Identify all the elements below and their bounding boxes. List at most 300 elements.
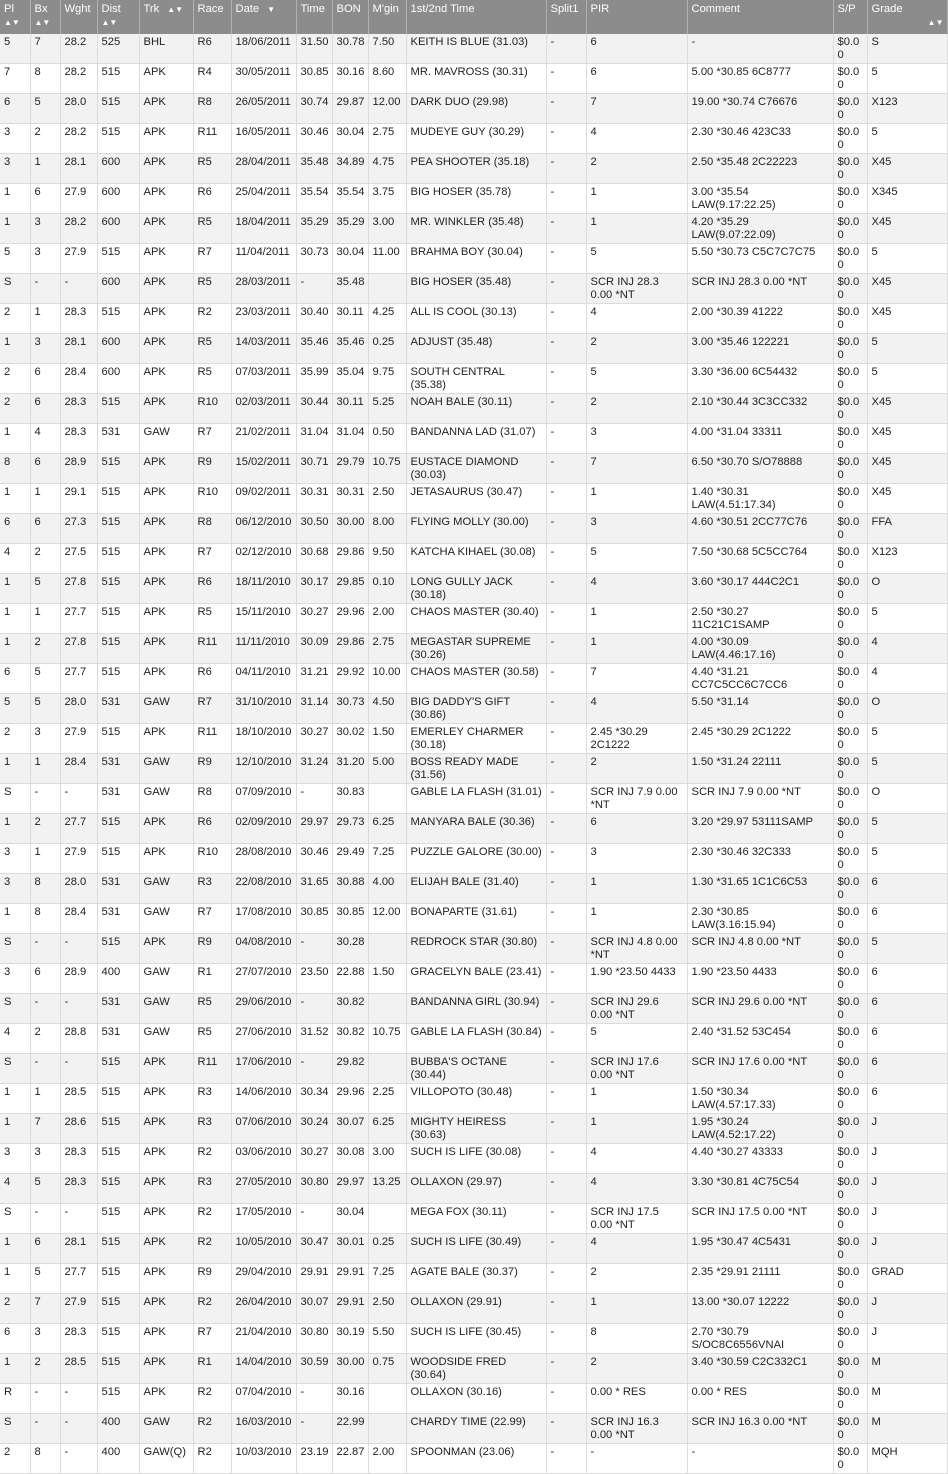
cell-comment: 3.30 *36.00 6C54432 (687, 364, 833, 394)
sort-both-icon[interactable]: ▲▼ (927, 18, 944, 27)
cell-wght: 28.3 (60, 424, 97, 454)
cell-race: R11 (193, 1054, 231, 1084)
cell-comment: - (687, 1444, 833, 1474)
cell-comment: 2.10 *30.44 3C3CC332 (687, 394, 833, 424)
cell-pir: 1 (586, 874, 687, 904)
column-header-bx[interactable]: Bx ▲▼ (30, 0, 60, 34)
sort-both-icon[interactable]: ▲▼ (167, 4, 184, 14)
cell-margin: 4.50 (368, 694, 406, 724)
cell-bx: 1 (30, 754, 60, 784)
cell-trk: APK (139, 484, 193, 514)
cell-race: R3 (193, 1084, 231, 1114)
cell-bon: 29.96 (332, 1084, 368, 1114)
cell-date: 18/04/2011 (231, 214, 296, 244)
table-row (0, 694, 947, 724)
cell-time: 31.14 (296, 694, 332, 724)
cell-trk: APK (139, 334, 193, 364)
sort-both-icon[interactable]: ▲▼ (34, 18, 51, 27)
cell-trk: APK (139, 1264, 193, 1294)
table-row (0, 124, 947, 154)
cell-race: R6 (193, 664, 231, 694)
cell-bon: 29.86 (332, 544, 368, 574)
cell-first-second-time: MEGA FOX (30.11) (406, 1204, 546, 1234)
cell-dist: 515 (97, 1384, 139, 1414)
cell-grade: O (867, 784, 947, 814)
cell-time: 30.85 (296, 904, 332, 934)
cell-pl: 1 (0, 424, 30, 454)
cell-first-second-time: GABLE LA FLASH (31.01) (406, 784, 546, 814)
cell-bx: 2 (30, 1354, 60, 1384)
cell-dist: 515 (97, 1114, 139, 1144)
cell-time: 30.74 (296, 94, 332, 124)
cell-race: R9 (193, 1264, 231, 1294)
cell-trk: APK (139, 364, 193, 394)
cell-trk: APK (139, 1324, 193, 1354)
cell-comment: 4.40 *31.21 CC7C5CC6C7CC6 (687, 664, 833, 694)
column-header-pir[interactable]: PIR (586, 0, 687, 34)
cell-pl: 1 (0, 1354, 30, 1384)
cell-wght: 28.0 (60, 694, 97, 724)
cell-race: R8 (193, 514, 231, 544)
table-row (0, 94, 947, 124)
cell-grade: 5 (867, 364, 947, 394)
table-row (0, 1144, 947, 1174)
cell-date: 15/02/2011 (231, 454, 296, 484)
column-header-trk[interactable]: Trk ▲▼ (139, 0, 193, 34)
cell-bx: 1 (30, 1084, 60, 1114)
table-row (0, 244, 947, 274)
cell-bon: 30.11 (332, 304, 368, 334)
cell-trk: APK (139, 214, 193, 244)
cell-time: - (296, 1384, 332, 1414)
cell-grade: J (867, 1294, 947, 1324)
cell-bon: 30.31 (332, 484, 368, 514)
cell-comment: 19.00 *30.74 C76676 (687, 94, 833, 124)
cell-margin: 5.25 (368, 394, 406, 424)
cell-pl: 3 (0, 154, 30, 184)
cell-grade: S (867, 34, 947, 64)
cell-split1: - (546, 424, 586, 454)
cell-date: 29/04/2010 (231, 1264, 296, 1294)
table-row (0, 1084, 947, 1114)
cell-split1: - (546, 904, 586, 934)
cell-race: R2 (193, 1444, 231, 1474)
cell-split1: - (546, 1264, 586, 1294)
cell-dist: 515 (97, 604, 139, 634)
column-header-race[interactable]: Race (193, 0, 231, 34)
cell-bon: 30.82 (332, 1024, 368, 1054)
cell-first-second-time: SUCH IS LIFE (30.49) (406, 1234, 546, 1264)
cell-comment: 4.00 *31.04 33311 (687, 424, 833, 454)
cell-race: R2 (193, 1204, 231, 1234)
cell-sp: $0.00 (833, 1294, 867, 1324)
table-row (0, 994, 947, 1024)
cell-first-second-time: GRACELYN BALE (23.41) (406, 964, 546, 994)
cell-race: R10 (193, 394, 231, 424)
cell-split1: - (546, 844, 586, 874)
cell-date: 06/12/2010 (231, 514, 296, 544)
cell-bx: 3 (30, 724, 60, 754)
cell-time: 30.71 (296, 454, 332, 484)
cell-time: 30.73 (296, 244, 332, 274)
column-header-date[interactable]: Date ▼ (231, 0, 296, 34)
cell-time: - (296, 274, 332, 304)
cell-dist: 531 (97, 904, 139, 934)
cell-first-second-time: GABLE LA FLASH (30.84) (406, 1024, 546, 1054)
cell-race: R11 (193, 634, 231, 664)
cell-trk: APK (139, 454, 193, 484)
cell-bx: - (30, 784, 60, 814)
cell-margin (368, 784, 406, 814)
column-header-margin[interactable]: M'gin (368, 0, 406, 34)
cell-bon: 30.28 (332, 934, 368, 964)
cell-dist: 531 (97, 994, 139, 1024)
cell-wght: 28.3 (60, 304, 97, 334)
cell-grade: FFA (867, 514, 947, 544)
cell-dist: 515 (97, 664, 139, 694)
cell-pir: 2 (586, 754, 687, 784)
cell-wght: 28.9 (60, 454, 97, 484)
cell-wght: 27.7 (60, 814, 97, 844)
cell-dist: 515 (97, 64, 139, 94)
cell-sp: $0.00 (833, 964, 867, 994)
cell-margin: 0.25 (368, 334, 406, 364)
cell-sp: $0.00 (833, 814, 867, 844)
column-header-wght[interactable]: Wght (60, 0, 97, 34)
sort-both-icon[interactable]: ▲▼ (4, 18, 20, 27)
cell-bx: 7 (30, 1114, 60, 1144)
cell-split1: - (546, 994, 586, 1024)
cell-margin: 2.00 (368, 1444, 406, 1474)
cell-grade: X45 (867, 394, 947, 424)
cell-dist: 515 (97, 124, 139, 154)
cell-wght: 28.3 (60, 1324, 97, 1354)
cell-bx: 1 (30, 304, 60, 334)
table-row (0, 844, 947, 874)
cell-margin: 3.00 (368, 214, 406, 244)
cell-pl: 1 (0, 214, 30, 244)
cell-comment: 4.00 *30.09 LAW(4.46:17.16) (687, 634, 833, 664)
cell-race: R7 (193, 1324, 231, 1354)
cell-grade: 5 (867, 604, 947, 634)
cell-time: 35.48 (296, 154, 332, 184)
cell-trk: APK (139, 814, 193, 844)
cell-trk: GAW (139, 874, 193, 904)
cell-comment: 4.20 *35.29 LAW(9.07:22.09) (687, 214, 833, 244)
cell-bx: 4 (30, 424, 60, 454)
table-row (0, 334, 947, 364)
cell-split1: - (546, 964, 586, 994)
cell-wght: 27.9 (60, 724, 97, 754)
cell-wght: 28.3 (60, 394, 97, 424)
cell-margin: 9.75 (368, 364, 406, 394)
cell-race: R6 (193, 574, 231, 604)
cell-bx: 1 (30, 154, 60, 184)
cell-wght: - (60, 1414, 97, 1444)
cell-time: 30.47 (296, 1234, 332, 1264)
cell-sp: $0.00 (833, 1204, 867, 1234)
cell-bx: 5 (30, 694, 60, 724)
cell-dist: 515 (97, 934, 139, 964)
cell-time: 30.46 (296, 124, 332, 154)
cell-bx: 3 (30, 1324, 60, 1354)
column-header-bon[interactable]: BON (332, 0, 368, 34)
cell-dist: 515 (97, 724, 139, 754)
table-row (0, 214, 947, 244)
cell-race: R2 (193, 1144, 231, 1174)
cell-comment: 4.40 *30.27 43333 (687, 1144, 833, 1174)
cell-race: R9 (193, 754, 231, 784)
cell-dist: 515 (97, 1174, 139, 1204)
cell-bx: 6 (30, 454, 60, 484)
cell-pl: 1 (0, 1264, 30, 1294)
table-row (0, 574, 947, 604)
column-header-sp[interactable]: S/P (833, 0, 867, 34)
column-header-grade[interactable]: Grade ▲▼ (867, 0, 947, 34)
cell-grade: GRAD (867, 1264, 947, 1294)
cell-split1: - (546, 1114, 586, 1144)
cell-pir: 2 (586, 1264, 687, 1294)
cell-pl: 4 (0, 1174, 30, 1204)
cell-bon: 30.73 (332, 694, 368, 724)
cell-sp: $0.00 (833, 1144, 867, 1174)
cell-sp: $0.00 (833, 694, 867, 724)
cell-dist: 515 (97, 1144, 139, 1174)
cell-dist: 531 (97, 754, 139, 784)
cell-comment: 1.30 *31.65 1C1C6C53 (687, 874, 833, 904)
table-row (0, 1114, 947, 1144)
cell-bon: 31.20 (332, 754, 368, 784)
cell-wght: 28.4 (60, 904, 97, 934)
table-row (0, 1054, 947, 1084)
cell-bon: 30.83 (332, 784, 368, 814)
cell-date: 09/02/2011 (231, 484, 296, 514)
cell-race: R5 (193, 994, 231, 1024)
cell-first-second-time: MR. WINKLER (35.48) (406, 214, 546, 244)
cell-first-second-time: BUBBA'S OCTANE (30.44) (406, 1054, 546, 1084)
cell-pl: 6 (0, 664, 30, 694)
cell-bx: - (30, 1054, 60, 1084)
cell-first-second-time: ALL IS COOL (30.13) (406, 304, 546, 334)
cell-split1: - (546, 604, 586, 634)
cell-dist: 515 (97, 394, 139, 424)
cell-trk: GAW (139, 1414, 193, 1444)
cell-first-second-time: EMERLEY CHARMER (30.18) (406, 724, 546, 754)
cell-split1: - (546, 154, 586, 184)
cell-trk: BHL (139, 34, 193, 64)
cell-bon: 35.04 (332, 364, 368, 394)
cell-split1: - (546, 724, 586, 754)
cell-race: R5 (193, 334, 231, 364)
cell-first-second-time: VILLOPOTO (30.48) (406, 1084, 546, 1114)
cell-split1: - (546, 1444, 586, 1474)
cell-sp: $0.00 (833, 1384, 867, 1414)
cell-bon: 30.04 (332, 1204, 368, 1234)
sort-down-icon[interactable]: ▼ (267, 4, 276, 14)
cell-date: 18/10/2010 (231, 724, 296, 754)
cell-trk: APK (139, 1054, 193, 1084)
table-header-row (0, 0, 947, 34)
sort-both-icon[interactable]: ▲▼ (101, 18, 118, 27)
cell-sp: $0.00 (833, 574, 867, 604)
cell-grade: J (867, 1324, 947, 1354)
cell-pl: 3 (0, 124, 30, 154)
cell-split1: - (546, 1144, 586, 1174)
cell-sp: $0.00 (833, 154, 867, 184)
cell-first-second-time: BANDANNA LAD (31.07) (406, 424, 546, 454)
cell-race: R2 (193, 1414, 231, 1444)
cell-date: 17/08/2010 (231, 904, 296, 934)
cell-pir: 1 (586, 484, 687, 514)
cell-race: R6 (193, 34, 231, 64)
cell-race: R11 (193, 724, 231, 754)
cell-trk: APK (139, 844, 193, 874)
cell-grade: 5 (867, 754, 947, 784)
cell-pir: SCR INJ 17.6 0.00 *NT (586, 1054, 687, 1084)
cell-first-second-time: DARK DUO (29.98) (406, 94, 546, 124)
table-row (0, 484, 947, 514)
cell-margin: 6.25 (368, 814, 406, 844)
cell-pl: 1 (0, 1234, 30, 1264)
cell-split1: - (546, 1294, 586, 1324)
cell-pir: 3 (586, 424, 687, 454)
cell-trk: APK (139, 724, 193, 754)
cell-bx: 2 (30, 124, 60, 154)
cell-bon: 29.96 (332, 604, 368, 634)
cell-grade: 4 (867, 634, 947, 664)
cell-split1: - (546, 64, 586, 94)
cell-race: R2 (193, 1234, 231, 1264)
table-row (0, 34, 947, 64)
table-row (0, 1294, 947, 1324)
cell-bx: - (30, 934, 60, 964)
cell-comment: 5.00 *30.85 6C8777 (687, 64, 833, 94)
cell-pir: 1.90 *23.50 4433 (586, 964, 687, 994)
cell-first-second-time: OLLAXON (29.91) (406, 1294, 546, 1324)
cell-first-second-time: KEITH IS BLUE (31.03) (406, 34, 546, 64)
cell-bx: 3 (30, 334, 60, 364)
cell-first-second-time: LONG GULLY JACK (30.18) (406, 574, 546, 604)
cell-margin: 6.25 (368, 1114, 406, 1144)
cell-dist: 515 (97, 1234, 139, 1264)
cell-pl: 4 (0, 1024, 30, 1054)
column-header-split1[interactable]: Split1 (546, 0, 586, 34)
cell-time: 31.65 (296, 874, 332, 904)
cell-bon: 30.07 (332, 1114, 368, 1144)
cell-bx: - (30, 1414, 60, 1444)
cell-pl: R (0, 1384, 30, 1414)
cell-time: 30.80 (296, 1174, 332, 1204)
cell-first-second-time: MIGHTY HEIRESS (30.63) (406, 1114, 546, 1144)
cell-first-second-time: BRAHMA BOY (30.04) (406, 244, 546, 274)
column-header-first-second-time[interactable]: 1st/2nd Time (406, 0, 546, 34)
cell-split1: - (546, 1054, 586, 1084)
cell-bx: 1 (30, 484, 60, 514)
cell-pir: 1 (586, 904, 687, 934)
cell-dist: 515 (97, 1264, 139, 1294)
cell-time: 30.68 (296, 544, 332, 574)
cell-grade: 5 (867, 334, 947, 364)
cell-bx: - (30, 1384, 60, 1414)
cell-bon: 30.02 (332, 724, 368, 754)
cell-dist: 515 (97, 484, 139, 514)
cell-grade: X45 (867, 274, 947, 304)
table-row (0, 814, 947, 844)
cell-split1: - (546, 934, 586, 964)
cell-bon: 30.16 (332, 64, 368, 94)
cell-first-second-time: SOUTH CENTRAL (35.38) (406, 364, 546, 394)
cell-grade: 6 (867, 1054, 947, 1084)
cell-bon: 30.19 (332, 1324, 368, 1354)
cell-pir: 6 (586, 64, 687, 94)
cell-margin: 13.25 (368, 1174, 406, 1204)
cell-dist: 400 (97, 1414, 139, 1444)
cell-race: R9 (193, 454, 231, 484)
cell-pir: 4 (586, 694, 687, 724)
cell-split1: - (546, 544, 586, 574)
cell-trk: GAW (139, 694, 193, 724)
cell-grade: X45 (867, 484, 947, 514)
cell-pir: 8 (586, 1324, 687, 1354)
cell-split1: - (546, 1234, 586, 1264)
cell-date: 14/04/2010 (231, 1354, 296, 1384)
cell-sp: $0.00 (833, 1174, 867, 1204)
cell-comment: 2.35 *29.91 21111 (687, 1264, 833, 1294)
cell-pl: 5 (0, 694, 30, 724)
cell-date: 10/05/2010 (231, 1234, 296, 1264)
cell-wght: 28.5 (60, 1084, 97, 1114)
cell-pir: 7 (586, 454, 687, 484)
column-header-dist[interactable]: Dist ▲▼ (97, 0, 139, 34)
cell-comment: - (687, 34, 833, 64)
cell-first-second-time: BIG HOSER (35.78) (406, 184, 546, 214)
cell-bon: 22.87 (332, 1444, 368, 1474)
cell-pl: 1 (0, 754, 30, 784)
cell-grade: O (867, 574, 947, 604)
table-row (0, 964, 947, 994)
cell-split1: - (546, 664, 586, 694)
cell-bx: 6 (30, 514, 60, 544)
cell-pl: 5 (0, 244, 30, 274)
cell-trk: APK (139, 274, 193, 304)
cell-comment: SCR INJ 17.5 0.00 *NT (687, 1204, 833, 1234)
cell-time: 35.99 (296, 364, 332, 394)
cell-margin: 0.50 (368, 424, 406, 454)
cell-dist: 531 (97, 874, 139, 904)
cell-pir: 2.45 *30.29 2C1222 (586, 724, 687, 754)
cell-bx: 2 (30, 814, 60, 844)
cell-trk: APK (139, 514, 193, 544)
cell-pl: 2 (0, 394, 30, 424)
cell-date: 18/06/2011 (231, 34, 296, 64)
cell-comment: 1.95 *30.24 LAW(4.52:17.22) (687, 1114, 833, 1144)
column-header-pl[interactable]: Pl ▲▼ (0, 0, 30, 34)
cell-grade: 5 (867, 934, 947, 964)
cell-margin (368, 994, 406, 1024)
cell-split1: - (546, 94, 586, 124)
cell-trk: APK (139, 394, 193, 424)
column-header-time[interactable]: Time (296, 0, 332, 34)
cell-sp: $0.00 (833, 394, 867, 424)
column-header-comment[interactable]: Comment (687, 0, 833, 34)
cell-bx: 1 (30, 604, 60, 634)
cell-trk: GAW (139, 1024, 193, 1054)
cell-wght: - (60, 994, 97, 1024)
cell-comment: 3.30 *30.81 4C75C54 (687, 1174, 833, 1204)
cell-date: 16/03/2010 (231, 1414, 296, 1444)
cell-date: 03/06/2010 (231, 1144, 296, 1174)
cell-bon: 29.73 (332, 814, 368, 844)
